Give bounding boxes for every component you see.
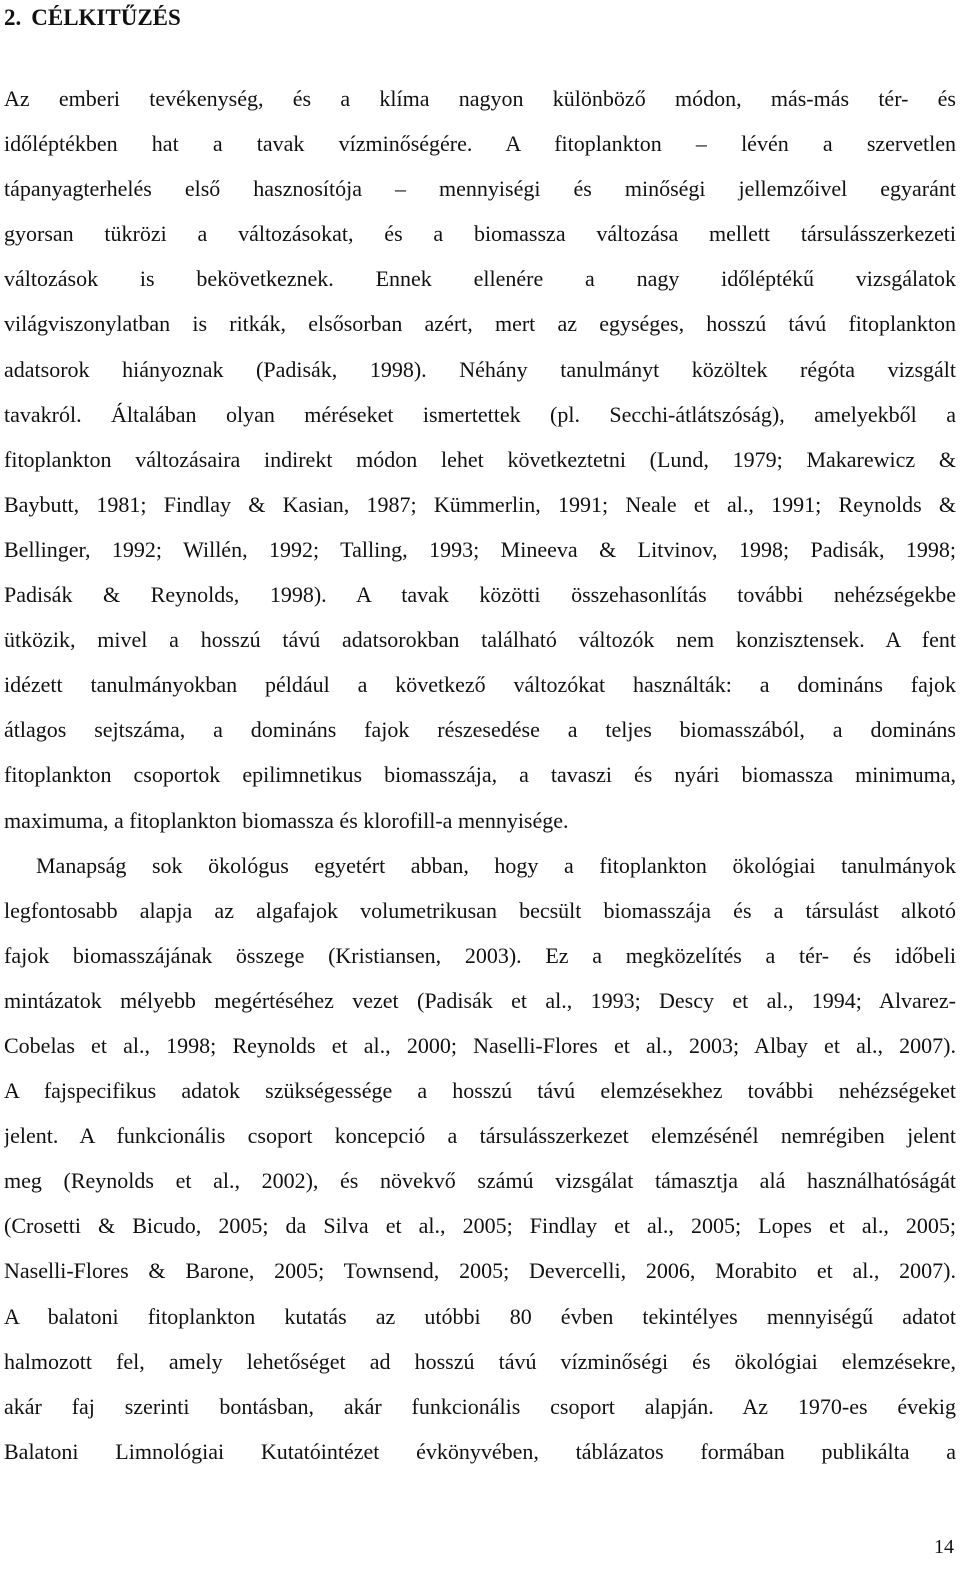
text-line: fitoplankton csoportok epilimnetikus biomasszája, a tavaszi és nyári biomassza minimuma, [4,762,956,788]
text-line: A balatoni fitoplankton kutatás az utóbbi 80 évben tekintélyes mennyiségű adatot [4,1303,956,1329]
text-line: Cobelas et al., 1998; Reynolds et al., 2000; Naselli-Flores et al., 2003; Albay et al., 2007). [4,1032,956,1058]
text-line: változások is bekövetkeznek. Ennek ellenére a nagy időléptékű vizsgálatok [4,266,956,292]
body-text [4,76,956,1474]
page-number: 14 [934,1536,954,1558]
text-line: Naselli-Flores & Barone, 2005; Townsend, 2005; Devercelli, 2006, Morabito et al., 2007). [4,1258,956,1284]
text-line: meg (Reynolds et al., 2002), és növekvő számú vizsgálat támasztja alá használhatóságát [4,1168,956,1194]
text-line: Manapság sok ökológus egyetért abban, hogy a fitoplankton ökológiai tanulmányok [36,852,956,878]
section-heading [4,4,181,32]
text-line: halmozott fel, amely lehetőséget ad hosszú távú vízminőségi és ökológiai elemzésekre, [4,1348,956,1374]
text-line: Padisák & Reynolds, 1998). A tavak közötti összehasonlítás további nehézségekbe [4,582,956,608]
text-line: legfontosabb alapja az algafajok volumetrikusan becsült biomasszája és a társulást alkotó [4,897,956,923]
section-title: CÉLKITŰZÉS [31,5,181,30]
text-line: tápanyagterhelés első hasznosítója – mennyiségi és minőségi jellemzőivel egyaránt [4,176,956,202]
text-line: idézett tanulmányokban például a következő változókat használták: a domináns fajok [4,672,956,698]
text-line: A fajspecifikus adatok szükségessége a hosszú távú elemzésekhez további nehézségeket [4,1078,956,1104]
text-line: (Crosetti & Bicudo, 2005; da Silva et al., 2005; Findlay et al., 2005; Lopes et al., 2005; [4,1213,956,1239]
text-line: fajok biomasszájának összege (Kristiansen, 2003). Ez a megközelítés a tér- és időbeli [4,942,956,968]
text-line: időléptékben hat a tavak vízminőségére. A fitoplankton – lévén a szervetlen [4,131,956,157]
text-line: Balatoni Limnológiai Kutatóintézet évkönyvében, táblázatos formában publikálta a [4,1438,956,1464]
text-line: akár faj szerinti bontásban, akár funkcionális csoport alapján. Az 1970-es évekig [4,1393,956,1419]
text-line: Az emberi tevékenység, és a klíma nagyon különböző módon, más-más tér- és [4,86,956,111]
text-line: gyorsan tükrözi a változásokat, és a biomassza változása mellett társulásszerkezeti [4,221,956,247]
section-number: 2. [4,5,22,30]
text-line: adatsorok hiányoznak (Padisák, 1998). Néhány tanulmányt közöltek régóta vizsgált [4,356,956,382]
text-line: átlagos sejtszáma, a domináns fajok részesedése a teljes biomasszából, a domináns [4,717,956,743]
text-line: Baybutt, 1981; Findlay & Kasian, 1987; Kümmerlin, 1991; Neale et al., 1991; Reynolds & [4,491,956,517]
text-line: mintázatok mélyebb megértéséhez vezet (Padisák et al., 1993; Descy et al., 1994; Alvarez- [4,987,956,1013]
text-line: világviszonylatban is ritkák, elsősorban azért, mert az egységes, hosszú távú fitoplankton [4,311,956,337]
text-line: maximuma, a fitoplankton biomassza és klorofill-a mennyisége. [4,807,569,833]
text-line: fitoplankton változásaira indirekt módon lehet következtetni (Lund, 1979; Makarewicz & [4,446,956,472]
text-line: jelent. A funkcionális csoport koncepció a társulásszerkezet elemzésénél nemrégiben jelent [4,1123,956,1149]
text-line: tavakról. Általában olyan méréseket ismertettek (pl. Secchi-átlátszóság), amelyekből a [4,401,956,427]
text-line: ütközik, mivel a hosszú távú adatsorokban található változók nem konzisztensek. A fent [4,627,956,653]
text-line: Bellinger, 1992; Willén, 1992; Talling, 1993; Mineeva & Litvinov, 1998; Padisák, 1998; [4,536,956,562]
